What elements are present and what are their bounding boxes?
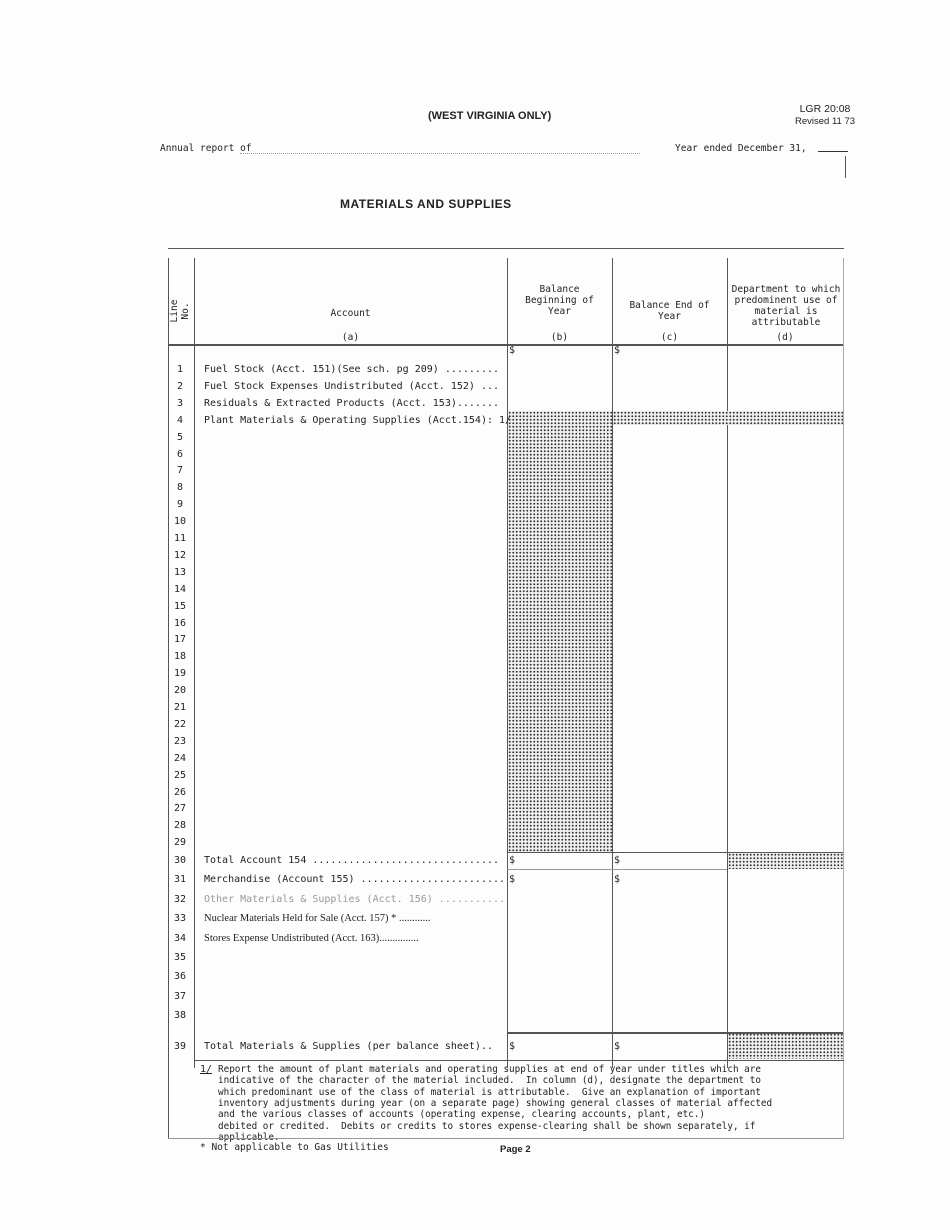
shaded-block [728,853,843,869]
account-label: Fuel Stock Expenses Undistributed (Acct. 152) ... [204,380,500,392]
dollar-sign: $ [509,345,516,356]
line-number: 5 [176,431,184,443]
dollar-sign: $ [509,1041,516,1052]
line-number: 37 [173,990,187,1002]
line-number: 30 [173,855,187,866]
footnote-marker: 1/ [200,1064,213,1075]
footnote-line: Report the amount of plant materials and operating supplies at end of year under titles which are [218,1064,761,1075]
footnote-line: indicative of the character of the material included. In column (d), designate the department to [218,1075,761,1087]
line-number: 34 [173,932,187,944]
shaded-block [613,411,843,425]
line-number: 35 [173,952,187,963]
line-number: 39 [173,1041,187,1052]
footnote-line: debited or credited. Debits or credits to stores expense-clearing shall be shown separately, if [218,1120,756,1132]
annual-report-label: Annual report of [160,143,252,154]
line-number: 1 [176,364,184,375]
line-number: 24 [173,752,187,764]
page-number: Page 2 [500,1144,531,1155]
footnote-line: inventory adjustments during year (on a separate page) showing general classes of material affected [218,1097,773,1109]
line-number: 20 [173,685,187,697]
line-number: 19 [173,668,187,680]
account-label: Plant Materials & Operating Supplies (Acct.154): 1/ [204,414,512,426]
line-number: 9 [176,499,184,511]
line-number: 8 [176,482,184,494]
dollar-sign: $ [509,855,516,866]
line-number: 26 [173,786,187,798]
line-number: 38 [173,1010,187,1022]
account-label: Nuclear Materials Held for Sale (Acct. 157) * ............ [204,913,431,925]
line-number: 21 [173,702,187,713]
line-number: 36 [173,971,187,983]
account-label: Other Materials & Supplies (Acct. 156) ........... [204,893,506,905]
line-number: 31 [173,874,187,886]
dollar-sign: $ [614,345,621,356]
revised-date: Revised 11 73 [794,116,856,127]
begin-header: Balance Beginning of Year [525,284,594,317]
account-label: Total Materials & Supplies (per balance sheet).. [204,1041,493,1052]
footnote-line: and the various classes of accounts (operating expense, clearing accounts, plant, etc.) [218,1109,705,1121]
line-number: 11 [173,533,187,544]
begin-letter: (b) [550,332,569,343]
line-number: 22 [173,718,187,730]
line-number: 13 [173,566,187,578]
line-number: 16 [173,617,187,629]
line-number: 14 [173,583,187,595]
dollar-sign: $ [614,855,621,866]
end-header: Balance End of Year [629,300,710,322]
line-number: 2 [176,380,184,392]
line-number: 3 [176,397,184,409]
account-letter: (a) [341,332,360,343]
dollar-sign: $ [614,1041,621,1052]
line-number: 10 [173,516,187,528]
line-number: 23 [173,735,187,747]
dollar-sign: $ [614,874,621,886]
account-label: Residuals & Extracted Products (Acct. 153)....... [204,397,500,409]
line-number: 12 [173,549,187,561]
account-label: Fuel Stock (Acct. 151)(See sch. pg 209) ......... [204,364,500,375]
divider [845,156,846,178]
footer-note: * Not applicable to Gas Utilities [200,1142,389,1153]
line-number: 15 [173,600,187,612]
shaded-block [508,411,612,853]
line-no-header: Line No. [169,299,191,323]
line-number: 28 [173,820,187,832]
line-number: 7 [176,465,184,477]
line-number: 29 [173,837,187,849]
line-number: 27 [173,803,187,815]
line-number: 25 [173,769,187,781]
account-header: Account [330,308,371,319]
dept-header: Department to which predominent use of material is attributable [731,284,841,328]
dollar-sign: $ [509,874,516,886]
form-id: LGR 20:08 [799,103,851,115]
end-letter: (c) [660,332,679,343]
shaded-block [728,1033,843,1059]
line-number: 4 [176,414,184,426]
account-label: Stores Expense Undistributed (Acct. 163)............... [204,932,419,944]
line-number: 33 [173,913,187,925]
account-label: Total Account 154 ............................... [204,855,500,866]
footnote-line: which predominant use of the class of material is attributable. Give an explanation of important [218,1086,761,1098]
dept-letter: (d) [776,332,794,343]
line-number: 32 [173,893,187,905]
year-field[interactable] [818,151,848,152]
respondent-field[interactable] [240,153,640,154]
region-label: (WEST VIRGINIA ONLY) [428,110,552,122]
account-label: Merchandise (Account 155) ........................ [204,874,506,886]
line-number: 18 [173,651,187,663]
line-number: 6 [176,448,184,460]
line-number: 17 [173,634,187,646]
page-title: MATERIALS AND SUPPLIES [340,197,512,211]
year-ended-label: Year ended December 31, [675,143,807,154]
